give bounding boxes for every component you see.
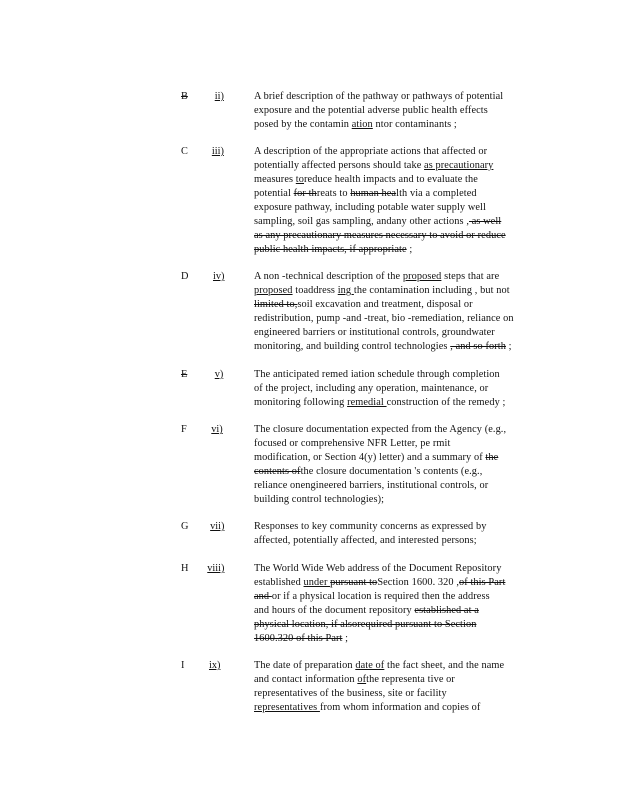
item-numeral: v) <box>214 369 224 380</box>
text-line <box>254 396 553 410</box>
text-segment: reats to <box>316 188 351 199</box>
text-segment: measures <box>254 174 296 185</box>
text-segment: focused or comprehensive NFR Letter, pe rmit <box>254 438 451 449</box>
text-segment: Responses to key community concerns as expressed by <box>254 521 487 532</box>
text-segment: A non -technical description of the <box>254 271 403 282</box>
text-line <box>254 284 553 298</box>
item-letter: I <box>181 660 185 671</box>
struck-text: and <box>254 591 272 602</box>
text-line <box>254 201 553 215</box>
text-line <box>254 90 553 104</box>
text-line <box>254 534 553 548</box>
struck-text: human hea <box>350 188 397 199</box>
text-segment: the representa tive or <box>366 674 455 685</box>
text-segment: representatives of the business, site or facility <box>254 688 447 699</box>
text-segment: any other actions , <box>391 216 470 227</box>
item-numeral: ii) <box>214 91 224 102</box>
text-line <box>254 701 553 715</box>
text-segment: monitoring, and building control technologies <box>254 341 451 352</box>
struck-text: physical location, if also <box>254 619 358 630</box>
text-segment: potentially affected persons should take <box>254 160 425 171</box>
struck-text: , and so forth <box>450 341 506 352</box>
text-line <box>254 298 553 312</box>
text-segment: engineered barriers or institutional controls, groundwater <box>254 327 495 338</box>
item-letter: B <box>181 91 188 102</box>
list-item <box>181 270 553 354</box>
item-numeral: iii) <box>211 146 224 157</box>
text-line <box>254 215 553 229</box>
text-segment: redistribution, pump -and -treat, bio -remediation, reliance on <box>254 313 514 324</box>
text-line <box>254 659 553 673</box>
text-line <box>254 604 553 618</box>
text-line <box>254 437 553 451</box>
text-line <box>254 312 553 326</box>
item-text <box>254 423 553 507</box>
struck-text: limited to, <box>254 299 298 310</box>
text-segment: ; <box>505 341 512 352</box>
item-marker <box>181 145 232 159</box>
item-marker <box>181 270 232 284</box>
item-letter: D <box>181 271 189 282</box>
text-line <box>254 451 553 465</box>
text-line <box>254 520 553 534</box>
item-marker <box>181 423 232 437</box>
text-line <box>254 618 553 632</box>
text-segment: monitoring following <box>254 397 348 408</box>
text-segment: steps that are <box>441 271 500 282</box>
text-line <box>254 340 553 354</box>
text-line <box>254 368 553 382</box>
text-segment: nt <box>372 119 384 130</box>
text-line <box>254 632 553 646</box>
item-marker <box>181 659 232 673</box>
text-line <box>254 673 553 687</box>
text-segment: established <box>254 577 304 588</box>
text-segment: sampling, soil gas sampling, and <box>254 216 392 227</box>
text-line <box>254 118 553 132</box>
item-marker <box>181 90 232 104</box>
text-line <box>254 159 553 173</box>
struck-text: as any precautionary measures necessary to avoid or reduce <box>254 230 506 241</box>
struck-text: required pursuant to Section <box>357 619 477 630</box>
item-text <box>254 90 553 132</box>
text-segment: Section 1600. 320 , <box>377 577 460 588</box>
item-marker <box>181 520 232 534</box>
inserted-text: date of <box>355 660 385 671</box>
text-line <box>254 590 553 604</box>
text-line <box>254 479 553 493</box>
text-segment: The anticipated remed iation schedule through completion <box>254 369 500 380</box>
inserted-text: proposed <box>402 271 442 282</box>
text-segment: the contamination including , but not <box>353 285 510 296</box>
text-line <box>254 423 553 437</box>
text-segment: or contaminants ; <box>383 119 457 130</box>
item-text <box>254 270 553 354</box>
text-segment: exposure and the potential adverse public health effects <box>254 105 488 116</box>
text-segment: The World Wide Web address of the Document Repository <box>254 563 502 574</box>
text-segment: construction of the remedy ; <box>386 397 506 408</box>
text-line <box>254 562 553 576</box>
list-item <box>181 562 553 646</box>
item-letter: E <box>181 369 188 380</box>
list-item <box>181 368 553 410</box>
struck-text: public health impacts, if appropriate <box>254 244 407 255</box>
text-line <box>254 687 553 701</box>
text-segment: modification, or Section 4(y) letter) and a summary of <box>254 452 486 463</box>
struck-text: for th <box>293 188 317 199</box>
text-segment: potential <box>254 188 294 199</box>
item-text <box>254 520 553 548</box>
item-marker <box>181 368 232 382</box>
text-segment: and hours of the document repository <box>254 605 415 616</box>
item-letter: G <box>181 521 189 532</box>
inserted-text: remedial <box>347 397 387 408</box>
text-segment: The closure documentation expected from the Agency (e.g., <box>254 424 507 435</box>
text-segment: lth via a completed <box>396 188 477 199</box>
list-item <box>181 90 553 132</box>
text-segment: the name <box>465 660 505 671</box>
text-line <box>254 326 553 340</box>
text-segment: affected, potentially affected, and interested persons; <box>254 535 477 546</box>
text-segment: exposure pathway, including potable water supply well <box>254 202 486 213</box>
text-segment: reliance on <box>254 480 301 491</box>
text-segment: address <box>303 285 338 296</box>
text-segment: soil excavation and treatment, disposal or <box>297 299 473 310</box>
list-item <box>181 423 553 507</box>
text-segment: of the project, including any operation, maintenance, or <box>254 383 489 394</box>
item-letter: F <box>181 424 187 435</box>
text-line <box>254 382 553 396</box>
item-marker <box>181 562 232 576</box>
inserted-text: ation <box>351 119 373 130</box>
inserted-text: proposed <box>254 285 293 296</box>
text-segment: the fact sheet, and <box>384 660 466 671</box>
struck-text: of this Part <box>459 577 506 588</box>
text-segment: or if a physical location is required then the address <box>271 591 490 602</box>
text-line <box>254 493 553 507</box>
item-letter: H <box>181 563 189 574</box>
struck-text: the <box>485 452 499 463</box>
text-line <box>254 465 553 479</box>
struck-text: pursuant to <box>330 577 378 588</box>
text-line <box>254 243 553 257</box>
text-segment: A description of the appropriate actions that affected or <box>254 146 488 157</box>
text-line <box>254 173 553 187</box>
item-numeral: vi) <box>211 424 223 435</box>
text-line <box>254 104 553 118</box>
text-segment: A brief description of the pathway or pathways of potential <box>254 91 504 102</box>
item-text <box>254 145 553 257</box>
text-segment: The date of preparation <box>254 660 356 671</box>
text-segment: reduce health impacts and to evaluate the <box>304 174 478 185</box>
text-line <box>254 229 553 243</box>
inserted-text: ing <box>337 285 354 296</box>
text-line <box>254 187 553 201</box>
list-item <box>181 659 553 715</box>
inserted-text: of <box>357 674 367 685</box>
inserted-text: representatives <box>254 702 320 713</box>
text-segment: ; <box>342 633 349 644</box>
item-numeral: viii) <box>207 563 225 574</box>
struck-text: as well <box>469 216 502 227</box>
struck-text: 1600.320 of this Part <box>254 633 343 644</box>
inserted-text: under <box>303 577 331 588</box>
item-letter: C <box>181 146 188 157</box>
item-numeral: vii) <box>210 521 225 532</box>
text-segment: the closure documentation 's contents (e.g., <box>300 466 483 477</box>
text-segment: to <box>292 285 304 296</box>
text-segment: building control technologies); <box>254 494 385 505</box>
list-item <box>181 145 553 257</box>
item-text <box>254 659 553 715</box>
item-numeral: ix) <box>208 660 221 671</box>
inserted-text: to <box>295 174 305 185</box>
inserted-text: as precautionary <box>424 160 494 171</box>
struck-text: established at a <box>414 605 479 616</box>
item-text <box>254 562 553 646</box>
text-line <box>254 576 553 590</box>
text-segment: ; <box>406 244 413 255</box>
text-segment: from whom information and copies of <box>319 702 481 713</box>
struck-text: contents of <box>254 466 301 477</box>
item-numeral: iv) <box>212 271 225 282</box>
item-text <box>254 368 553 410</box>
list-item <box>181 520 553 548</box>
text-segment: and contact information <box>254 674 358 685</box>
text-segment: posed by the contamin <box>254 119 352 130</box>
text-line <box>254 270 553 284</box>
text-segment: engineered barriers, institutional controls, or <box>300 480 489 491</box>
text-line <box>254 145 553 159</box>
